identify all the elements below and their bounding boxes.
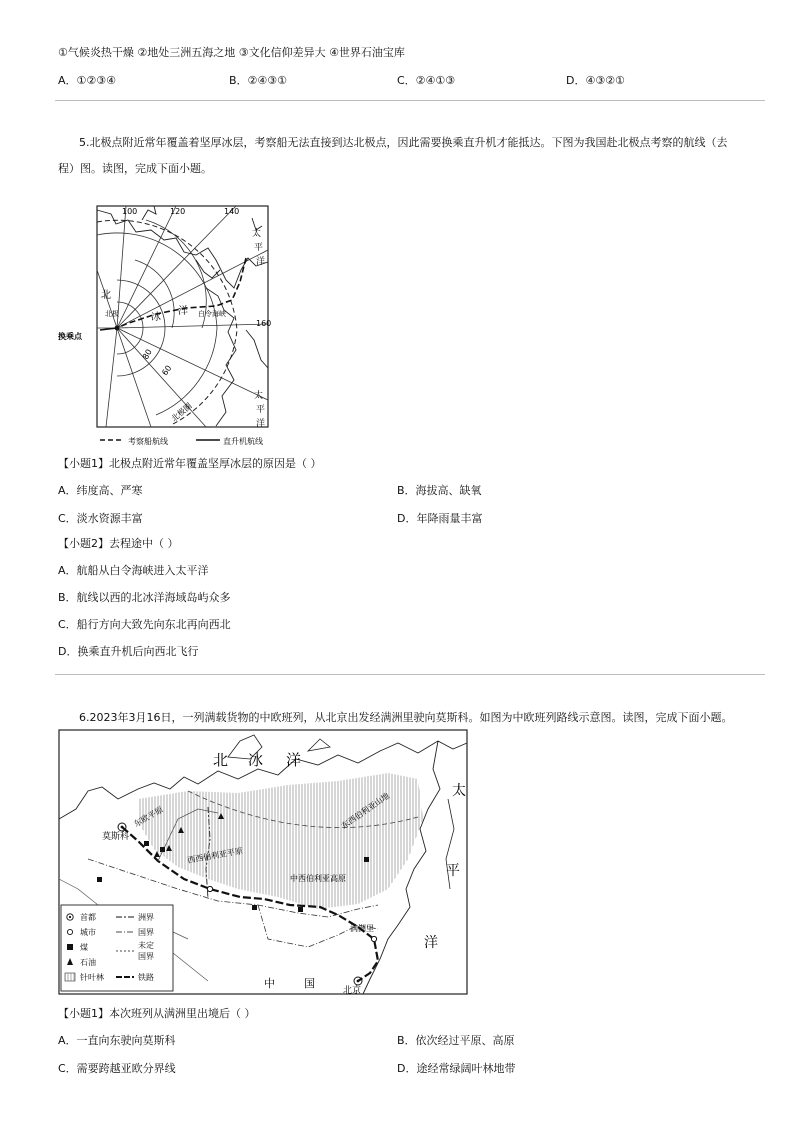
ocean-top-3: 洋: [256, 257, 266, 267]
q4-option-a[interactable]: A．①②③④: [58, 74, 116, 87]
q6-sub1-option-d[interactable]: D．途经常绿阔叶林地带: [397, 1062, 516, 1075]
lon-label-100: 100: [122, 207, 138, 216]
q5-sub2-stem: 【小题2】去程途中（ ）: [58, 537, 179, 550]
q6-sub1-stem: 【小题1】本次班列从满洲里出境后（ ）: [58, 1007, 256, 1020]
ocean-bottom-2: 平: [256, 405, 266, 415]
lon-label-120: 120: [170, 207, 186, 216]
sea-label-bing: 冰: [151, 312, 161, 323]
ocean-top-2: 平: [254, 243, 264, 253]
ocean-east-2: 平: [446, 863, 460, 879]
legend-heli-route: 直升机航线: [223, 437, 263, 446]
arctic-route-map: [56, 200, 276, 450]
legend-undetermined-1: 未定: [138, 941, 154, 950]
legend-coal: 煤: [80, 943, 88, 952]
beijing-label: 北京: [343, 986, 362, 995]
sea-label-yang: 洋: [178, 306, 188, 317]
lon-label-140: 140: [224, 207, 240, 216]
q5-stem-line2: 程）图。读图，完成下面小题。: [58, 162, 212, 175]
q4-option-b[interactable]: B．②④③①: [229, 74, 287, 87]
q5-sub2-option-b[interactable]: B．航线以西的北冰洋海域岛屿众多: [58, 591, 231, 604]
china-europe-railway-map: [58, 729, 468, 995]
divider: [55, 100, 765, 101]
legend-taiga: 针叶林: [80, 973, 104, 982]
q4-option-d[interactable]: D．④③②①: [566, 74, 625, 87]
legend-oil: 石油: [80, 958, 96, 967]
lon-label-60: 60: [160, 363, 174, 378]
legend-ship-route: 考察船航线: [128, 437, 168, 446]
q4-stem-line: ①气候炎热干燥 ②地处三洲五海之地 ③文化信仰差异大 ④世界石油宝库: [58, 46, 405, 59]
bering-strait-label: 白令海峡: [198, 310, 226, 318]
moscow-label: 莫斯科: [102, 832, 130, 842]
legend-undetermined-2: 国界: [138, 952, 154, 961]
q5-sub1-option-d[interactable]: D．年降雨量丰富: [397, 512, 483, 525]
east-siberia-mountain-label: 东西伯利亚山地: [339, 791, 392, 831]
q5-sub2-option-d[interactable]: D．换乘直升机后向西北飞行: [58, 645, 199, 658]
legend-continent-boundary: 洲界: [138, 913, 154, 922]
ocean-east-1: 太: [452, 783, 466, 799]
china-label-1: 中: [264, 977, 275, 990]
legend-city: 城市: [80, 928, 96, 937]
pole-label: 北极: [105, 310, 119, 318]
q5-sub1-option-b[interactable]: B．海拔高、缺氧: [397, 484, 482, 497]
q5-sub1-option-c[interactable]: C．淡水资源丰富: [58, 512, 143, 525]
q6-stem: 6.2023年3月16日，一列满载货物的中欧班列，从北京出发经满洲里驶向莫斯科。如图为中欧班列路线示意图。读图，完成下面小题。: [79, 711, 733, 724]
ocean-east-3: 洋: [424, 935, 438, 951]
legend-capital: 首都: [80, 913, 96, 922]
arctic-circle-label: 北极圈: [169, 401, 194, 424]
q5-stem-line1: 5.北极点附近常年覆盖着坚厚冰层，考察船无法直接到达北极点，因此需要换乘直升机才能抵达。下图为我国赴北极点考察的航线（去: [79, 136, 728, 149]
ocean-bottom-1: 太: [254, 391, 264, 401]
ocean-top-1: 太: [252, 229, 262, 239]
ocean-north-1: 北: [213, 751, 229, 769]
lon-label-80: 80: [140, 347, 154, 361]
manzhouli-label: 满洲里: [350, 924, 374, 933]
west-siberia-plain-label: 西西伯利亚平原: [186, 846, 244, 865]
ocean-north-3: 洋: [286, 751, 302, 769]
legend-railway: 铁路: [138, 973, 154, 982]
lon-label-160: 160: [256, 319, 272, 328]
q5-sub2-option-c[interactable]: C．船行方向大致先向东北再向西北: [58, 618, 231, 631]
ocean-north-2: 冰: [248, 751, 264, 769]
q6-sub1-option-b[interactable]: B．依次经过平原、高原: [397, 1034, 515, 1047]
mid-siberia-plateau-label: 中西伯利亚高原: [290, 874, 346, 883]
divider: [55, 674, 765, 675]
q5-sub1-stem: 【小题1】北极点附近常年覆盖坚厚冰层的原因是（ ）: [58, 457, 322, 470]
q5-sub2-option-a[interactable]: A．航船从白令海峡进入太平洋: [58, 564, 209, 577]
east-europe-plain-label: 东欧平原: [132, 804, 165, 829]
legend-national-border: 国界: [138, 928, 154, 937]
q5-sub1-option-a[interactable]: A．纬度高、严寒: [58, 484, 143, 497]
q4-option-c[interactable]: C．②④①③: [397, 74, 456, 87]
china-label-2: 国: [304, 977, 315, 990]
sea-label-bei: 北: [101, 290, 111, 301]
q6-sub1-option-a[interactable]: A．一直向东驶向莫斯科: [58, 1034, 176, 1047]
transfer-point-label: 换乘点: [58, 332, 82, 341]
q6-sub1-option-c[interactable]: C．需要跨越亚欧分界线: [58, 1062, 176, 1075]
ocean-bottom-3: 洋: [256, 419, 266, 429]
